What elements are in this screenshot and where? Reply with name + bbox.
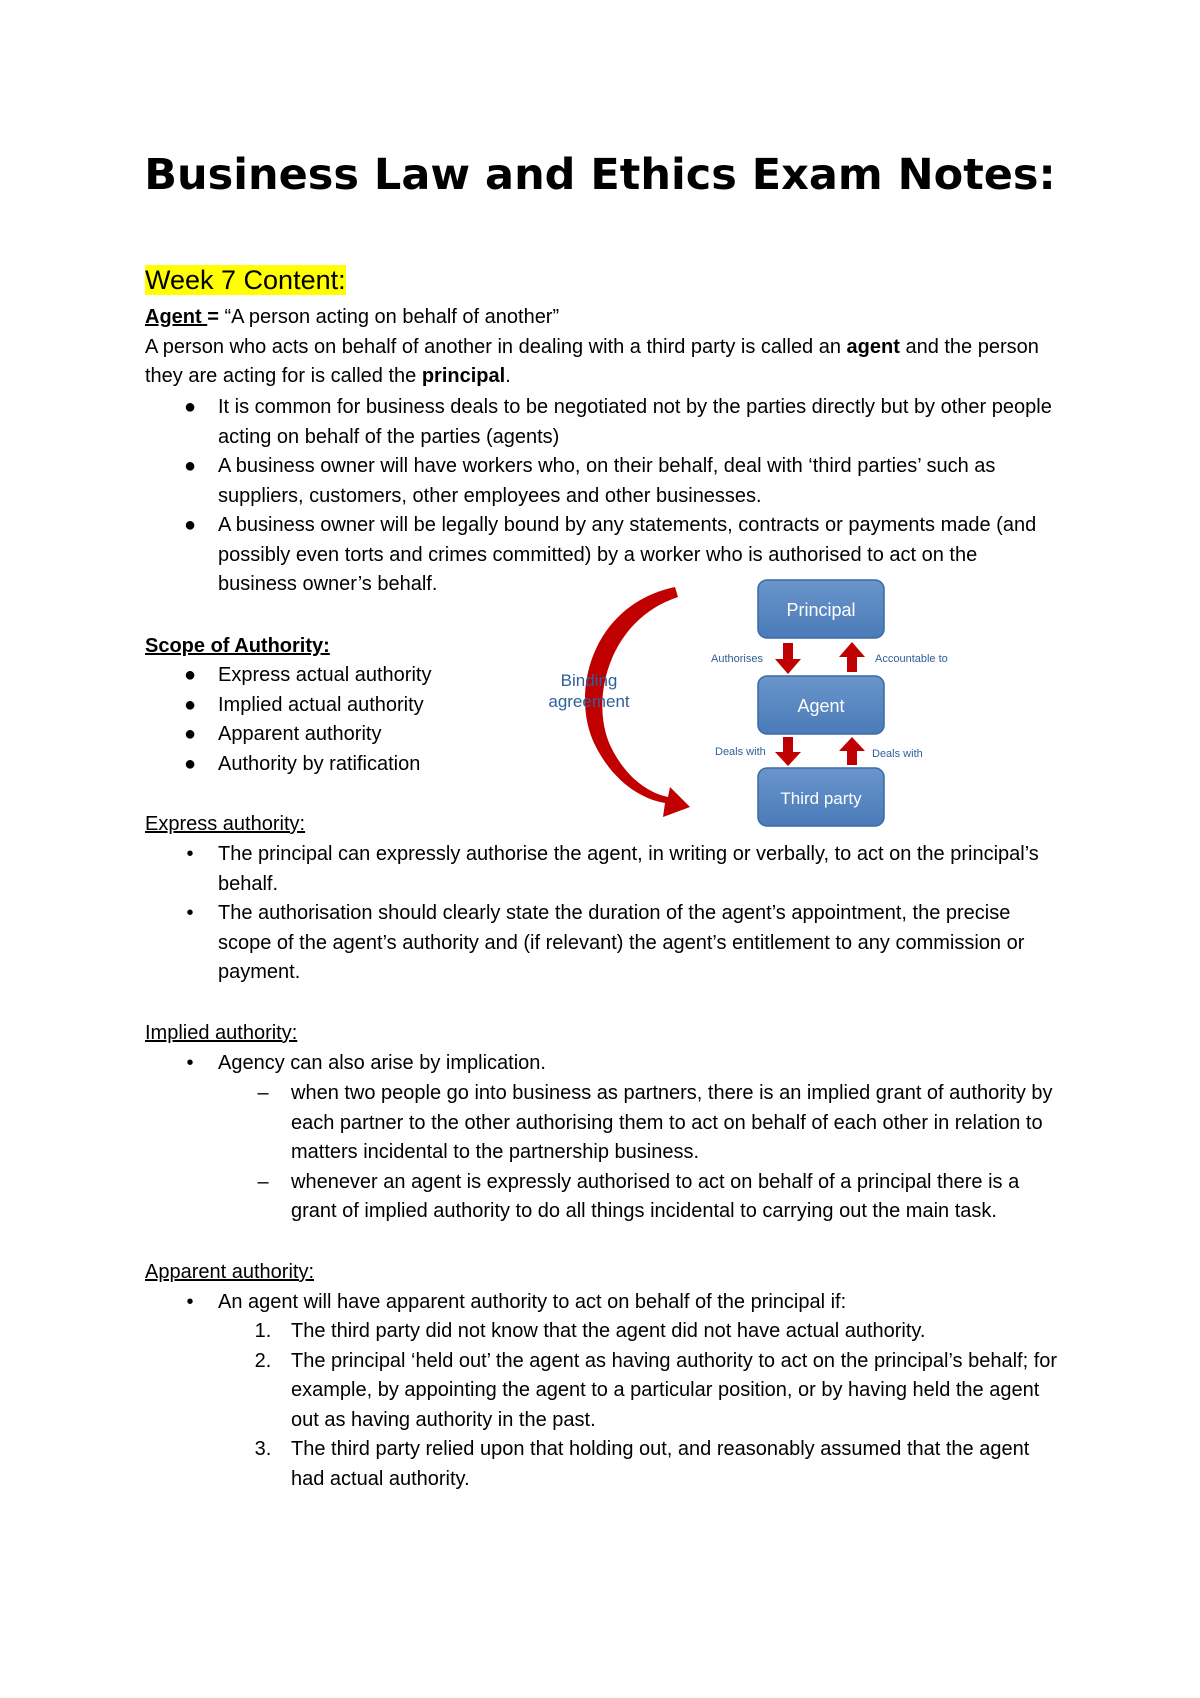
- list-number: 3.: [254, 1438, 272, 1460]
- scope-list: [183, 661, 538, 779]
- agent-definition: Agent = “A person acting on behalf of another”: [145, 306, 560, 328]
- list-item: • The principal can expressly authorise the agent, in writing or verbally, to act on the principal’s behalf.: [218, 840, 1068, 899]
- list-item: ● A business owner will be legally bound by any statements, contracts or payments made (and possibly even torts and crimes committed) by a worker who is authorised to act on the business owner’s behalf.: [218, 511, 1058, 600]
- accountable-arrow-icon: [839, 642, 865, 672]
- bullet-icon: ●: [183, 693, 197, 716]
- apparent-conditions-list: [254, 1317, 1061, 1494]
- principal-label: Principal: [786, 600, 856, 620]
- agent-definition-section: [145, 303, 1075, 392]
- deals-with-right-label: Deals with: [872, 748, 923, 760]
- list-item: – whenever an agent is expressly authorised to act on behalf of a principal there is a grant of implied authority to do all things incidental to carrying out the main task.: [291, 1168, 1061, 1227]
- list-item: 2. The principal ‘held out’ the agent as having authority to act on the principal’s behalf; for example, by appointing the agent to a particular position, or by having held the agent out as having authority in the past.: [291, 1347, 1061, 1436]
- intro-bullet-list: [183, 393, 1068, 600]
- list-item: – when two people go into business as partners, there is an implied grant of authority by each partner to the other authorising them to act on behalf of each other in relation to matters incidental to the partnership business.: [291, 1079, 1061, 1168]
- dash-icon: –: [257, 1082, 269, 1104]
- bullet-icon: ●: [183, 664, 197, 686]
- express-heading: Express authority:: [145, 813, 306, 835]
- implied-list: [186, 1049, 1068, 1079]
- apparent-list: [186, 1288, 1068, 1318]
- implied-heading: Implied authority:: [145, 1022, 298, 1044]
- express-list: [186, 840, 1068, 988]
- list-number: 2.: [254, 1349, 272, 1372]
- bullet-icon: •: [186, 1052, 194, 1074]
- list-item: ● Implied actual authority: [218, 691, 538, 721]
- bullet-icon: •: [186, 1291, 194, 1313]
- list-item: ● Authority by ratification: [218, 750, 538, 780]
- scope-heading: Scope of Authority:: [145, 635, 330, 657]
- list-item: ● Express actual authority: [218, 661, 538, 691]
- list-item: • The authorisation should clearly state the duration of the agent’s appointment, the precise scope of the agent’s authority and (if relevant) the agent’s entitlement to any commission or payment.: [218, 899, 1068, 988]
- list-item: 1. The third party did not know that the agent did not have actual authority.: [291, 1317, 1061, 1347]
- deals-with-down-arrow-icon: [775, 737, 801, 766]
- implied-sublist: [257, 1079, 1061, 1227]
- deals-with-left-label: Deals with: [715, 746, 766, 758]
- agency-diagram: [530, 575, 1000, 830]
- bullet-icon: ●: [183, 396, 197, 418]
- dash-icon: –: [257, 1170, 269, 1193]
- authorises-arrow-icon: [775, 643, 801, 674]
- list-item: ● Apparent authority: [218, 720, 538, 750]
- apparent-heading: Apparent authority:: [145, 1261, 314, 1283]
- accountable-to-label: Accountable to: [875, 653, 948, 665]
- agent-intro-paragraph: A person who acts on behalf of another in dealing with a third party is called an agent and the person they are acting for is called the principal.: [145, 335, 1039, 387]
- third-party-label: Third party: [780, 789, 862, 808]
- deals-with-up-arrow-icon: [839, 737, 865, 765]
- binding-label-line1: Binding: [560, 671, 618, 690]
- bullet-icon: •: [186, 843, 194, 865]
- list-item: 3. The third party relied upon that holding out, and reasonably assumed that the agent had actual authority.: [291, 1435, 1061, 1494]
- bullet-icon: ●: [183, 514, 197, 536]
- list-number: 1.: [254, 1320, 272, 1342]
- authorises-label: Authorises: [711, 653, 763, 665]
- list-item: • An agent will have apparent authority to act on behalf of the principal if:: [218, 1288, 1068, 1318]
- binding-label-line2: agreement: [548, 692, 630, 711]
- bullet-icon: •: [186, 902, 194, 924]
- list-item: ● It is common for business deals to be negotiated not by the parties directly but by other people acting on behalf of the parties (agents): [218, 393, 1068, 452]
- page-title: Business Law and Ethics Exam Notes:: [144, 150, 1056, 200]
- bullet-icon: ●: [183, 752, 197, 775]
- list-item: • Agency can also arise by implication.: [218, 1049, 1068, 1079]
- bullet-icon: ●: [183, 455, 197, 477]
- bullet-icon: ●: [183, 723, 197, 745]
- list-item: ● A business owner will have workers who, on their behalf, deal with ‘third parties’ such as suppliers, customers, other employees and other businesses.: [218, 452, 1068, 511]
- agent-label: Agent: [797, 696, 845, 716]
- week-heading: Week 7 Content:: [145, 265, 346, 295]
